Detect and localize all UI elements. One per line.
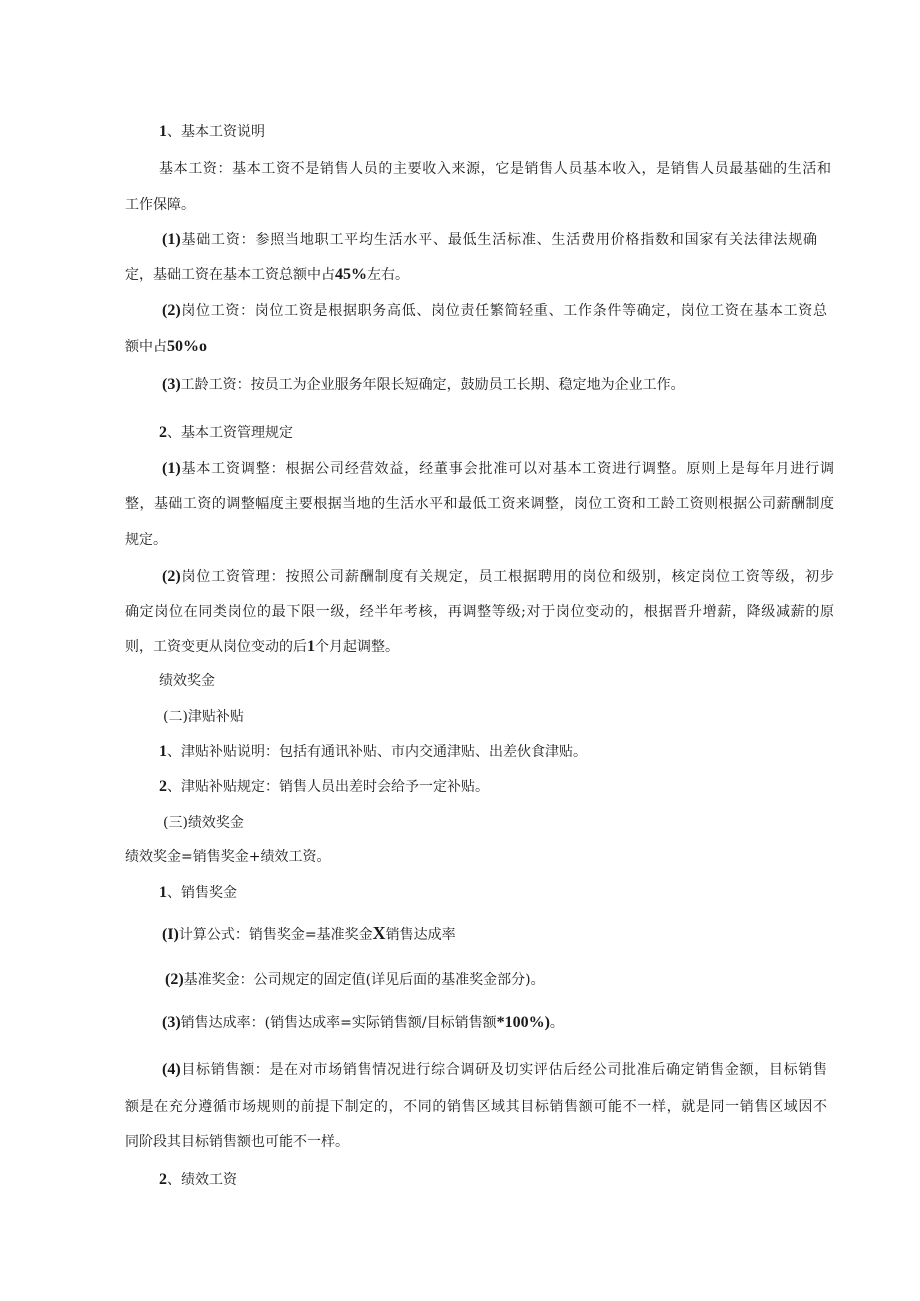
item-allowance-rules: 2、津贴补贴规定：销售人员出差时会给予一定补贴。 <box>159 778 489 795</box>
item-target-sales-line1: (4)目标销售额：是在对市场销售情况进行综合调研及切实评估后经公司批准后确定销售金额，目标销售 <box>162 1061 827 1078</box>
paragraph-basic-salary-line1: 基本工资：基本工资不是销售人员的主要收入来源，它是销售人员基本收入，是销售人员最基础的生活和 <box>159 161 831 177</box>
item-target-sales-line2: 额是在充分遵循市场规则的前提下制定的，不同的销售区域其目标销售额可能不一样，就是同一销售区域因不 <box>125 1099 827 1115</box>
paragraph-basic-salary-line2: 工作保障。 <box>125 197 195 213</box>
heading-salary-rules: 2、基本工资管理规定 <box>159 424 293 441</box>
item-position-management-line2: 确定岗位在同类岗位的最下限一级，经半年考核，再调整等级;对于岗位变动的，根据晋升增薪，降级减薪的原 <box>125 604 834 620</box>
item-seniority-pay: (3)工龄工资：按员工为企业服务年限长短确定，鼓励员工长期、稳定地为企业工作。 <box>162 376 685 393</box>
item-base-bonus: (2)基准奖金：公司规定的固定值(详见后面的基准奖金部分)。 <box>165 971 545 988</box>
item-salary-adjust-line3: 规定。 <box>125 532 167 548</box>
item-target-sales-line3: 同阶段其目标销售额也可能不一样。 <box>125 1134 349 1150</box>
section-allowances: (二)津贴补贴 <box>163 709 244 725</box>
item-salary-adjust-line2: 整，基础工资的调整幅度主要根据当地的生活水平和最低工资来调整，岗位工资和工龄工资则根据公司薪酬制度 <box>125 496 834 512</box>
item-base-pay-line2: 定，基础工资在基本工资总额中占45%左右。 <box>125 266 409 283</box>
item-base-pay-line1: (1)基础工资：参照当地职工平均生活水平、最低生活标准、生活费用价格指数和国家有关法律法规确 <box>162 231 817 248</box>
heading-performance-pay: 2、绩效工资 <box>159 1171 237 1188</box>
item-salary-adjust-line1: (1)基本工资调整：根据公司经营效益，经董事会批准可以对基本工资进行调整。原则上是每年月进行调 <box>162 460 834 477</box>
section-performance-bonus: (三)绩效奖金 <box>163 815 244 831</box>
formula-performance-bonus: 绩效奖金=销售奖金+绩效工资。 <box>125 849 331 865</box>
item-calculation-formula: (I)计算公式：销售奖金=基准奖金X销售达成率 <box>162 923 456 943</box>
item-position-management-line3: 则，工资变更从岗位变动的后1个月起调整。 <box>125 638 399 655</box>
item-position-pay-line1: (2)岗位工资：岗位工资是根据职务高低、岗位责任繁简轻重、工作条件等确定，岗位工资在基本工资总 <box>162 302 827 319</box>
heading-basic-salary: 1、基本工资说明 <box>159 123 265 140</box>
item-sales-achievement-rate: (3)销售达成率：(销售达成率=实际销售额/目标销售额*100%)。 <box>162 1014 564 1031</box>
label-performance-bonus: 绩效奖金 <box>159 673 215 689</box>
item-allowance-description: 1、津贴补贴说明：包括有通讯补贴、市内交通津贴、出差伙食津贴。 <box>159 743 587 760</box>
item-position-management-line1: (2)岗位工资管理：按照公司薪酬制度有关规定，员工根据聘用的岗位和级别，核定岗位工资等级，初步 <box>162 568 834 585</box>
heading-sales-bonus: 1、销售奖金 <box>159 884 237 901</box>
item-position-pay-line2: 额中占50%o <box>125 338 207 355</box>
